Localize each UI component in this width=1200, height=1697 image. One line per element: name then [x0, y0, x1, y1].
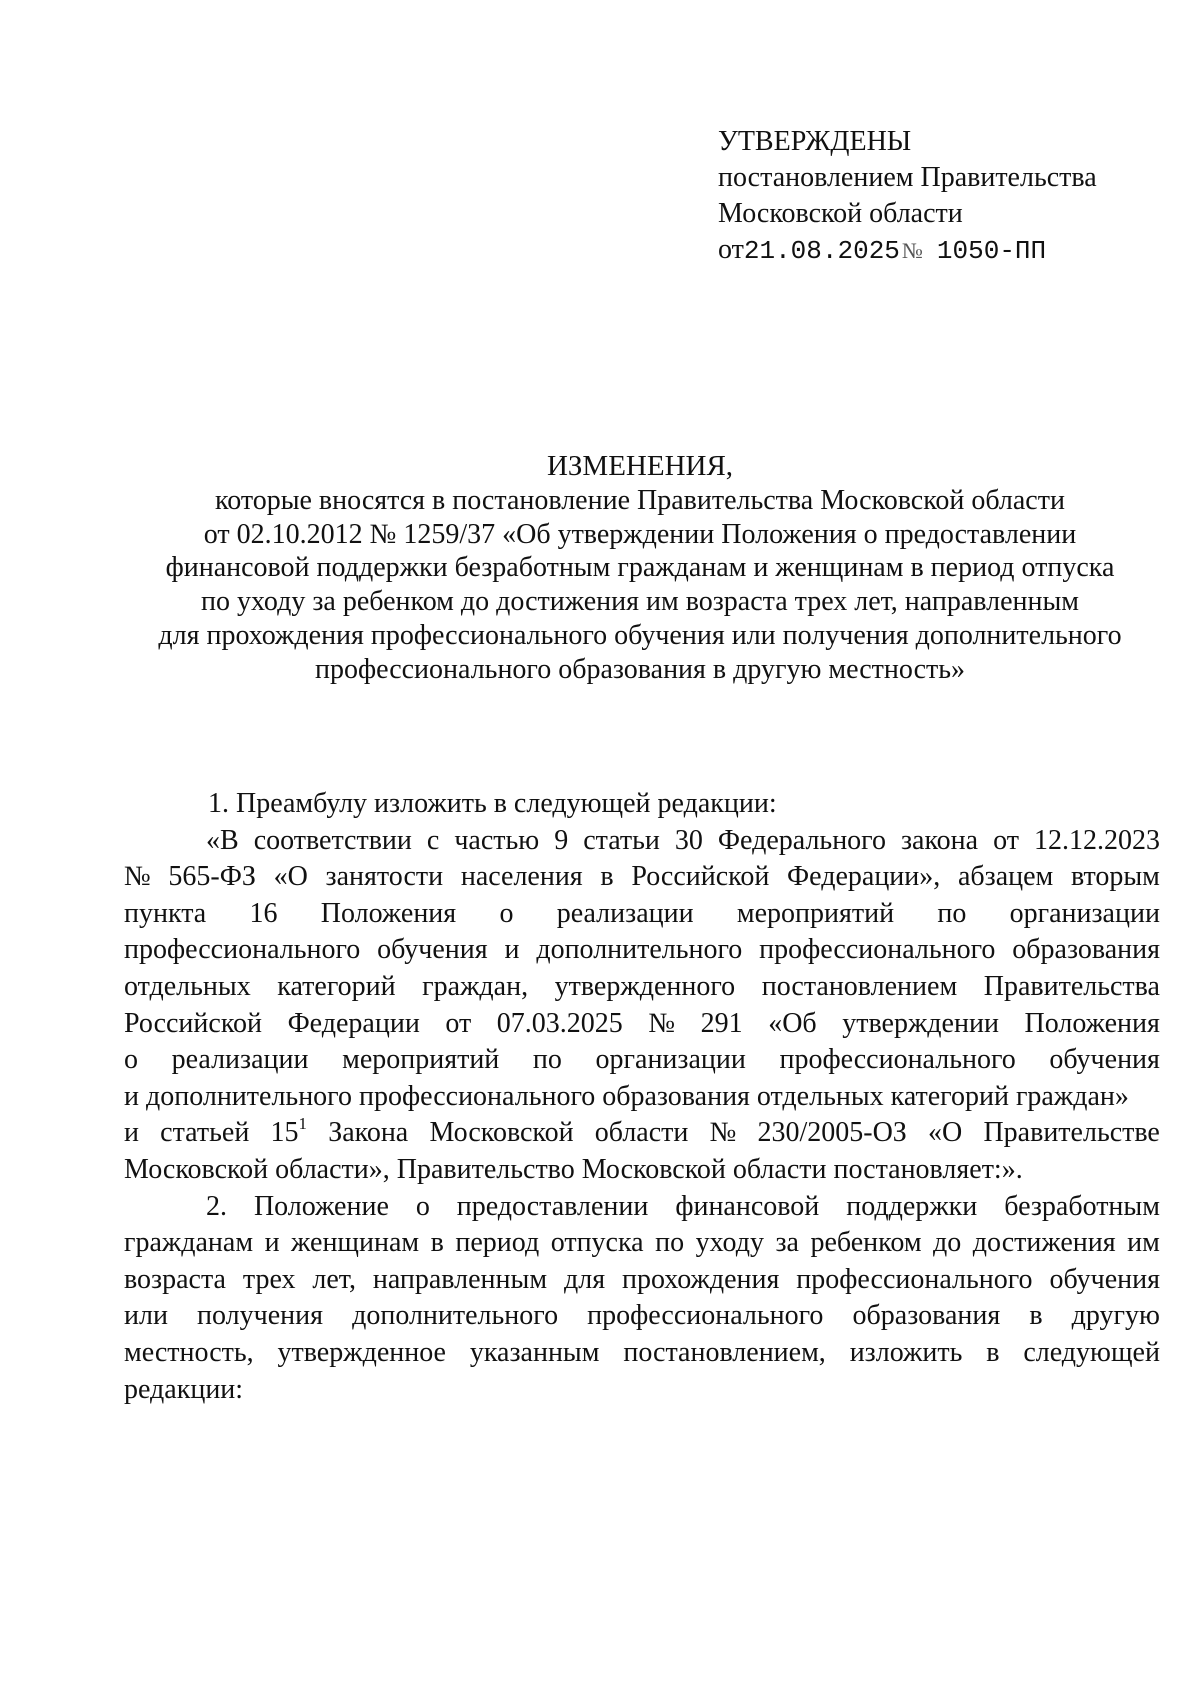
approval-title: УТВЕРЖДЕНЫ	[718, 126, 912, 157]
approval-number-sign: №	[901, 238, 923, 263]
preamble-line-with-superscript	[124, 1115, 1160, 1152]
word: «О	[273, 861, 308, 893]
approval-date-line	[718, 232, 1158, 269]
word: направленным	[372, 1263, 548, 1295]
word: о	[499, 897, 514, 929]
item-2-line	[124, 1262, 1160, 1299]
word: №	[124, 861, 151, 893]
heading-line: финансовой поддержки безработным гражданам и женщинам в период отпуска	[165, 552, 1115, 584]
word: трех	[242, 1263, 296, 1295]
word: образования	[1012, 934, 1160, 966]
word: Положения	[1024, 1007, 1160, 1039]
word: Российской	[631, 861, 770, 893]
word: граждан,	[422, 970, 529, 1002]
word: отпуска	[550, 1227, 644, 1259]
word: населения	[460, 861, 583, 893]
heading-line: по уходу за ребенком до достижения им возраста трех лет, направленным	[200, 586, 1080, 618]
word: обучения	[1049, 1044, 1160, 1076]
heading-line: профессионального образования в другую местность»	[314, 653, 966, 685]
word: от	[445, 1007, 472, 1039]
word: профессионального	[587, 1300, 824, 1332]
word: предоставлении	[456, 1190, 649, 1222]
word: до	[933, 1227, 962, 1259]
word: в	[1029, 1300, 1043, 1332]
word: безработным	[1004, 1190, 1160, 1222]
word: дополнительного	[536, 934, 743, 966]
word: профессионального	[796, 1263, 1033, 1295]
approval-number: 1050-ПП	[936, 236, 1047, 266]
word: Правительстве	[983, 1117, 1160, 1149]
changes-heading	[120, 450, 1160, 687]
word: профессионального	[124, 934, 361, 966]
approval-line-2: Московской области	[718, 198, 963, 229]
preamble-line	[124, 1042, 1160, 1079]
word: за	[775, 1227, 799, 1259]
word: 230/2005-ОЗ	[757, 1117, 907, 1149]
preamble-line	[124, 859, 1160, 896]
word: абзацем	[957, 861, 1054, 893]
word: 291	[700, 1007, 743, 1039]
word: №	[709, 1117, 737, 1149]
preamble-line	[124, 1006, 1160, 1043]
word: или	[124, 1300, 168, 1332]
preamble-line	[124, 896, 1160, 933]
article-number-base: 15	[270, 1117, 299, 1149]
word: утвержденное	[277, 1336, 446, 1368]
word: гражданам	[124, 1227, 254, 1259]
word: частью	[454, 824, 540, 856]
word: закона	[900, 824, 979, 856]
heading-line: от 02.10.2012 № 1259/37 «Об утверждении Положения о предоставлении	[203, 518, 1077, 550]
word: 9	[554, 824, 569, 856]
word: женщинам	[291, 1227, 420, 1259]
item-2-line	[124, 1225, 1160, 1262]
word: и	[124, 1117, 139, 1149]
word: 30	[674, 824, 703, 856]
word: ребенком	[810, 1227, 922, 1259]
word: период	[455, 1227, 540, 1259]
article-number-superscript: 1	[298, 1114, 307, 1134]
word: Положения	[320, 897, 457, 929]
approval-block	[718, 124, 1158, 269]
heading-line: которые вносятся в постановление Правительства Московской области	[215, 484, 1065, 516]
word: Московской	[429, 1117, 574, 1149]
preamble-line: Московской области», Правительство Московской области постановляет:».	[124, 1153, 1023, 1185]
word: утвержденного	[554, 970, 736, 1002]
word: статьи	[583, 824, 660, 856]
approval-date-prefix: от	[718, 234, 744, 265]
word: организации	[1009, 897, 1160, 929]
word: обучения	[377, 934, 488, 966]
word: 07.03.2025	[496, 1007, 623, 1039]
word: вторым	[1070, 861, 1160, 893]
word: области	[594, 1117, 689, 1149]
word: Федерации	[287, 1007, 420, 1039]
word: местность,	[124, 1336, 254, 1368]
item-2-line	[124, 1189, 1160, 1226]
word: мероприятий	[736, 897, 895, 929]
word: получения	[197, 1300, 323, 1332]
word: в	[600, 861, 614, 893]
word: постановлением	[761, 970, 958, 1002]
word: по	[655, 1227, 685, 1259]
word: 16	[249, 897, 278, 929]
word: другую	[1071, 1300, 1160, 1332]
word: занятости	[325, 861, 444, 893]
word: «О	[928, 1117, 963, 1149]
preamble-line: и дополнительного профессионального образования отдельных категорий граждан»	[124, 1080, 1129, 1112]
word: Российской	[124, 1007, 262, 1039]
item-2-line	[124, 1298, 1160, 1335]
item-2-line: редакции:	[124, 1373, 244, 1405]
word: статьей	[160, 1117, 250, 1149]
word: по	[937, 897, 967, 929]
approval-line-1: постановлением Правительства	[718, 162, 1097, 193]
word: пункта	[124, 897, 207, 929]
item-2-line	[124, 1335, 1160, 1372]
preamble-line	[124, 969, 1160, 1006]
word: обучения	[1049, 1263, 1160, 1295]
word: реализации	[556, 897, 694, 929]
preamble-line	[124, 932, 1160, 969]
word: для	[563, 1263, 606, 1295]
word: по	[532, 1044, 562, 1076]
word: реализации	[171, 1044, 309, 1076]
word: профессионального	[759, 934, 996, 966]
word: Федерации»,	[787, 861, 941, 893]
word: в	[430, 1227, 444, 1259]
word: и	[264, 1227, 280, 1259]
word: Закона	[328, 1117, 409, 1149]
word: утверждении	[842, 1007, 999, 1039]
word: организации	[595, 1044, 746, 1076]
item-1-lead: 1. Преамбулу изложить в следующей редакции:	[208, 788, 777, 819]
preamble-line	[124, 823, 1160, 860]
heading-title: ИЗМЕНЕНИЯ,	[546, 450, 734, 482]
word: 12.12.2023	[1033, 824, 1160, 856]
word: профессионального	[779, 1044, 1016, 1076]
word: дополнительного	[352, 1300, 559, 1332]
word: указанным	[469, 1336, 600, 1368]
word: в	[986, 1336, 1000, 1368]
word: «Об	[768, 1007, 817, 1039]
word: отдельных	[124, 970, 251, 1002]
word: 2.	[206, 1190, 227, 1222]
word: Правительства	[983, 970, 1160, 1002]
heading-line: для прохождения профессионального обучения или получения дополнительного	[158, 619, 1122, 651]
word: о	[415, 1190, 430, 1222]
word: соответствии	[253, 824, 412, 856]
word: от	[993, 824, 1019, 856]
article-number	[271, 1115, 308, 1152]
word: категорий	[277, 970, 396, 1002]
word: прохождения	[621, 1263, 780, 1295]
word: лет,	[312, 1263, 356, 1295]
word: мероприятий	[342, 1044, 500, 1076]
word: возраста	[124, 1263, 226, 1295]
word: финансовой	[675, 1190, 820, 1222]
word: изложить	[849, 1336, 963, 1368]
word: Федерального	[717, 824, 886, 856]
word: постановлением,	[623, 1336, 826, 1368]
word: №	[648, 1007, 676, 1039]
word: следующей	[1023, 1336, 1160, 1368]
word: образования	[852, 1300, 1001, 1332]
document-body	[124, 786, 1160, 1408]
word: 565-ФЗ	[168, 861, 256, 893]
word: и	[504, 934, 520, 966]
word: достижения	[972, 1227, 1116, 1259]
approval-date: 21.08.2025	[743, 236, 900, 266]
word: Положение	[253, 1190, 389, 1222]
word: им	[1127, 1227, 1160, 1259]
word: с	[426, 824, 440, 856]
word: о	[124, 1044, 138, 1076]
word: уходу	[695, 1227, 764, 1259]
word: поддержки	[846, 1190, 978, 1222]
word: «В	[206, 824, 239, 856]
